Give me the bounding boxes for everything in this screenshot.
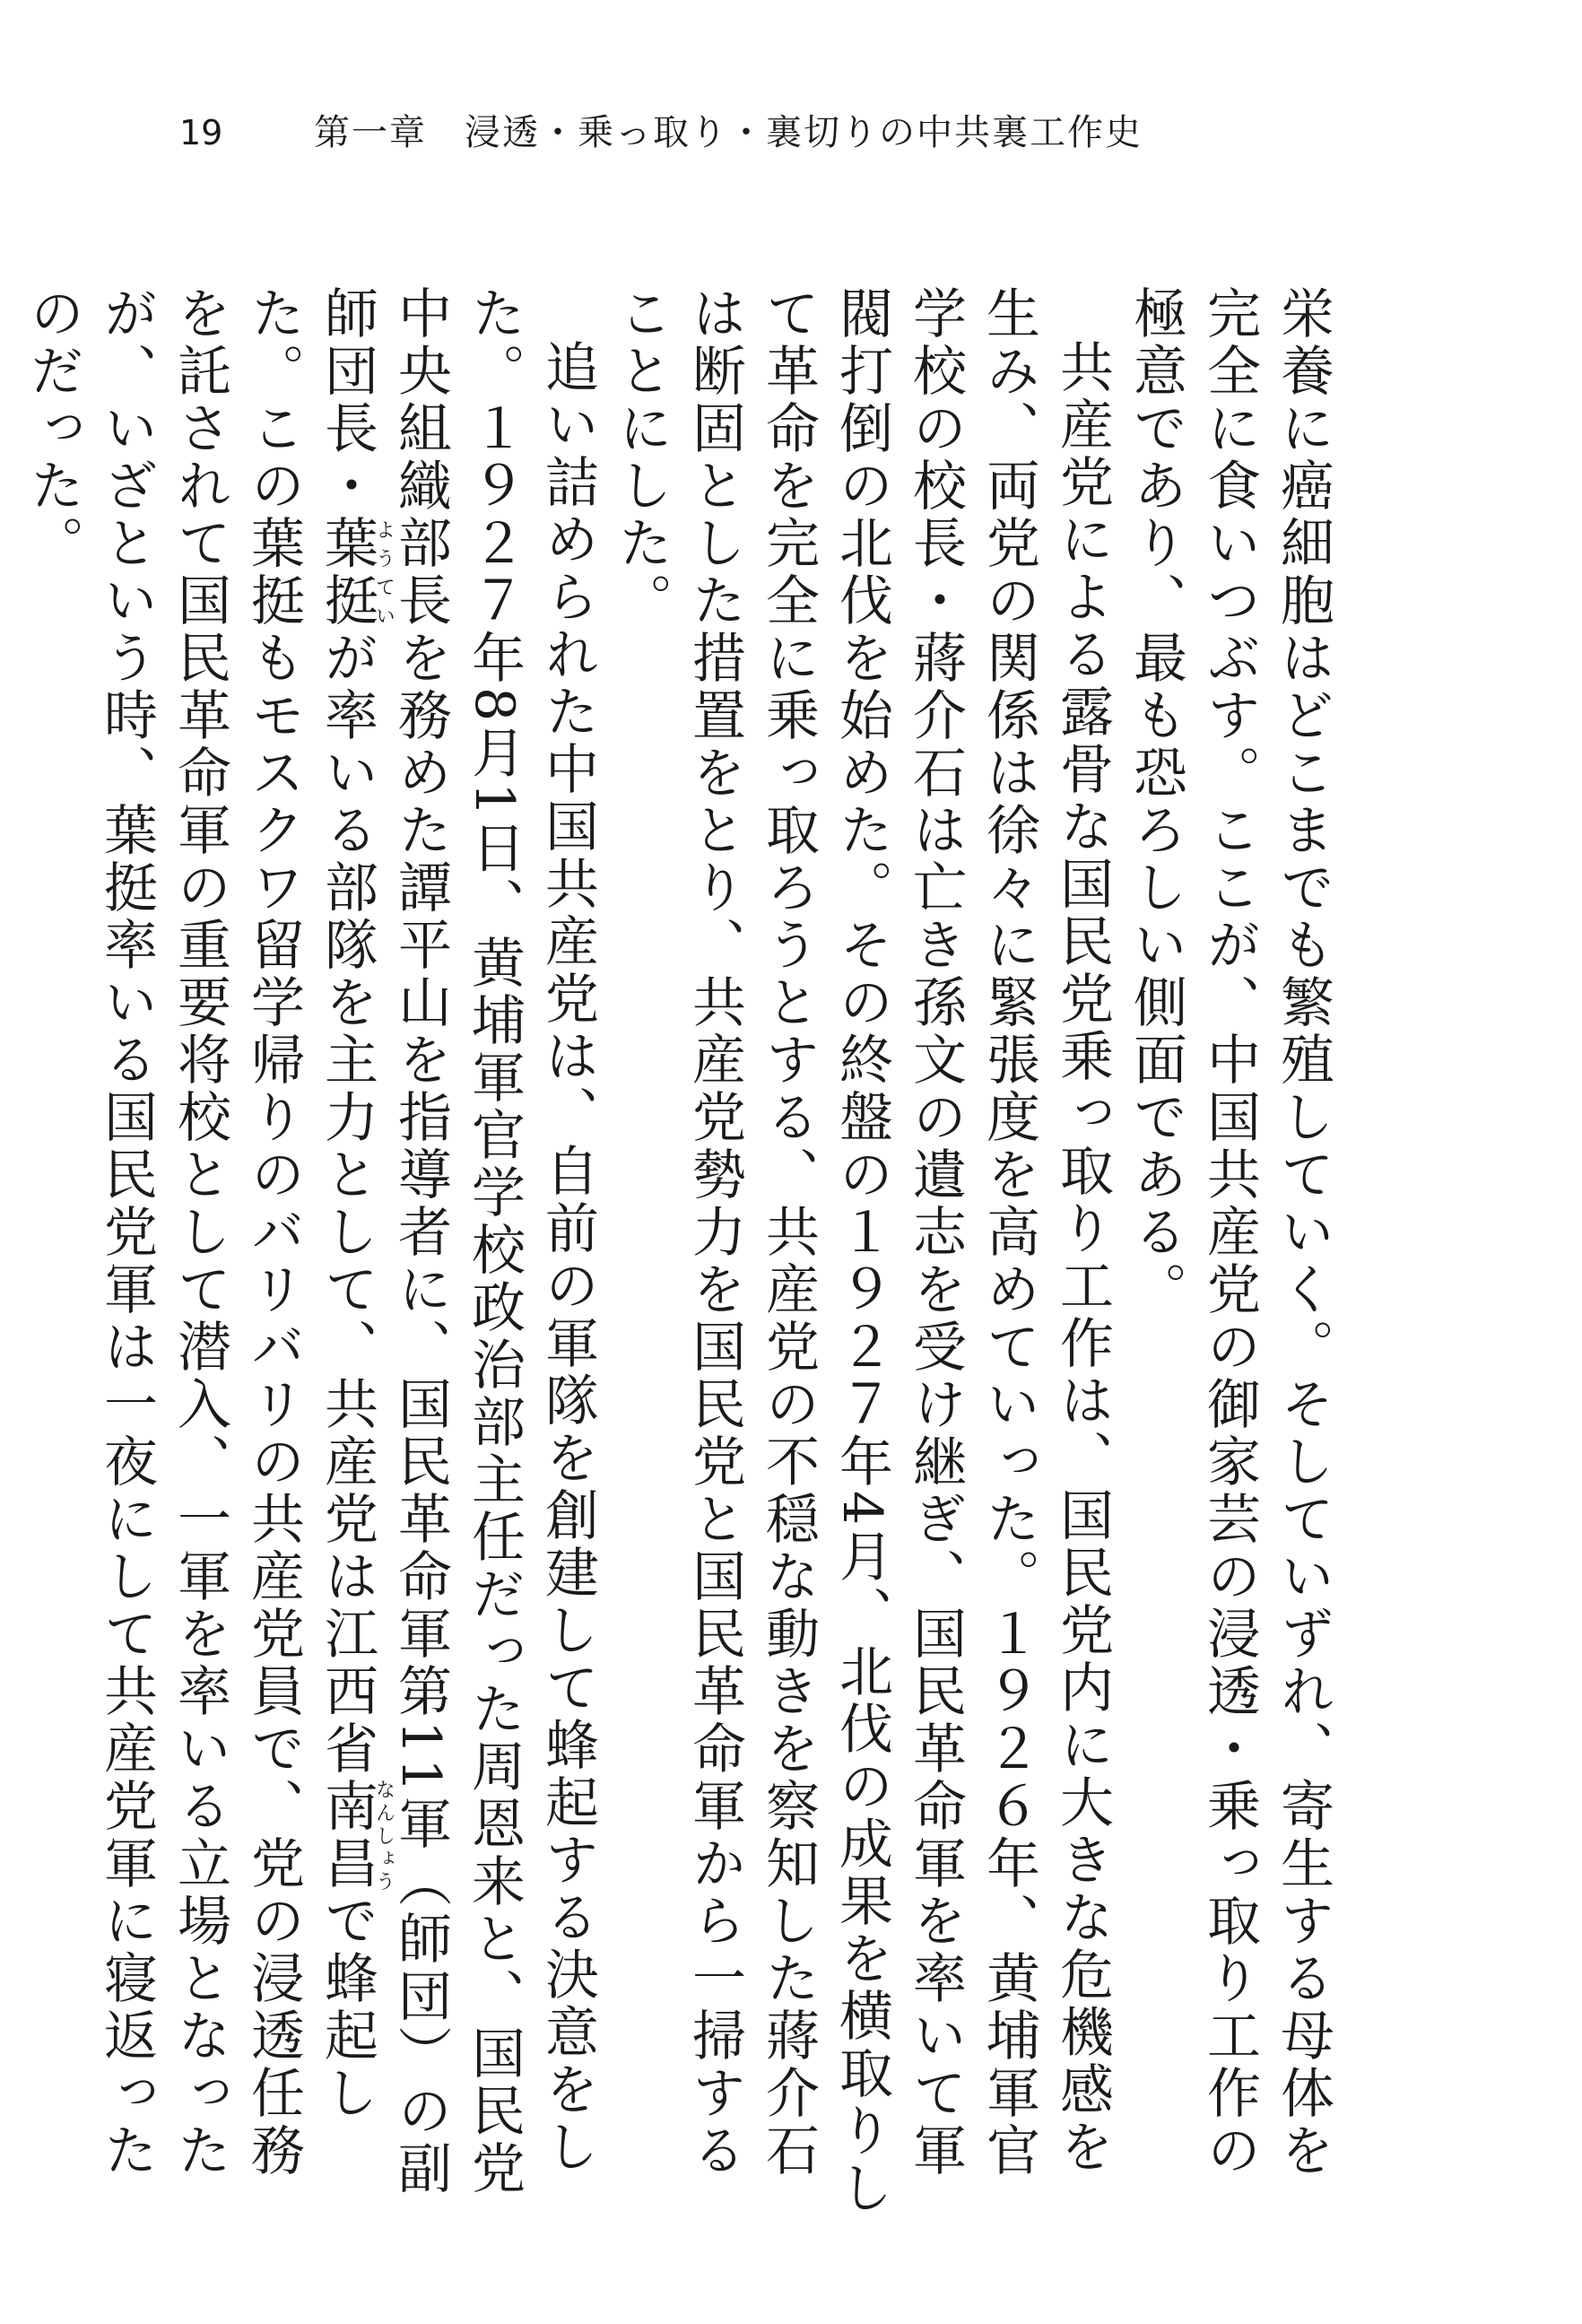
paragraph-3-note: （師団） [389,1853,452,2084]
ruby-reading-nansho: なんしょう [372,1778,396,1893]
paragraph-3-text-e: で蜂起した。この葉挺もモスクワ留学帰りのバリバリの共産党員で、党の浸透任務を託されて国民革命軍の重要将校として潜入、一軍を率いる立場となったが、いざという時、葉挺率いる国民党軍は一夜にして共産党軍に寝返ったのだった。 [22,285,378,2180]
ruby-base-nansho: 南昌 [316,1778,378,1893]
paragraph-3-text-c: の副師団長・ [316,285,452,2198]
paragraph-1: 栄養に癌細胞はどこまでも繁殖していく。そしていずれ、寄生する母体を完全に食いつぶす。ここが、中国共産党の御家芸の浸透・乗っ取り工作の極意であり、最も恐ろしい側面である。 [1125,285,1334,2180]
running-head: 第一章 浸透・乗っ取り・裏切りの中共裏工作史 [314,112,1143,153]
page-number: 19 [179,113,223,152]
ruby-reading-yotei: ようてい [372,515,396,630]
paragraph-3-text-d: が率いる部隊を主力として、共産党は江西省 [316,630,378,1778]
paragraph-3-text-a: 追い詰められた中国共産党は、自前の軍隊を創建して蜂起する決意をした。１９２７年8月1日、黄埔軍官学校政治部主任だった周恩来と、国民党中央組織部長を務めた譚平山を指導者に、国民革命軍第11軍 [389,285,599,2198]
ruby-nansho [316,1778,396,1893]
paragraph-3 [16,285,604,2223]
body-text [16,285,1340,2223]
ruby-base-yotei: 葉挺 [316,515,378,630]
paragraph-2: 共産党による露骨な国民党乗っ取り工作は、国民党内に大きな危機感を生み、両党の関係は徐々に緊張度を高めていった。１９２６年、黄埔軍官学校の校長・蔣介石は亡き孫文の遺志を受け継ぎ、国民革命軍を率いて軍閥打倒の北伐を始めた。その終盤の１９２７年4月、北伐の成果を横取りして革命を完全に乗っ取ろうとする、共産党の不穏な動きを察知した蔣介石は断固とした措置をとり、共産党勢力を国民党と国民革命軍から一掃することにした。 [610,285,1114,2218]
ruby-yotei [316,515,396,630]
